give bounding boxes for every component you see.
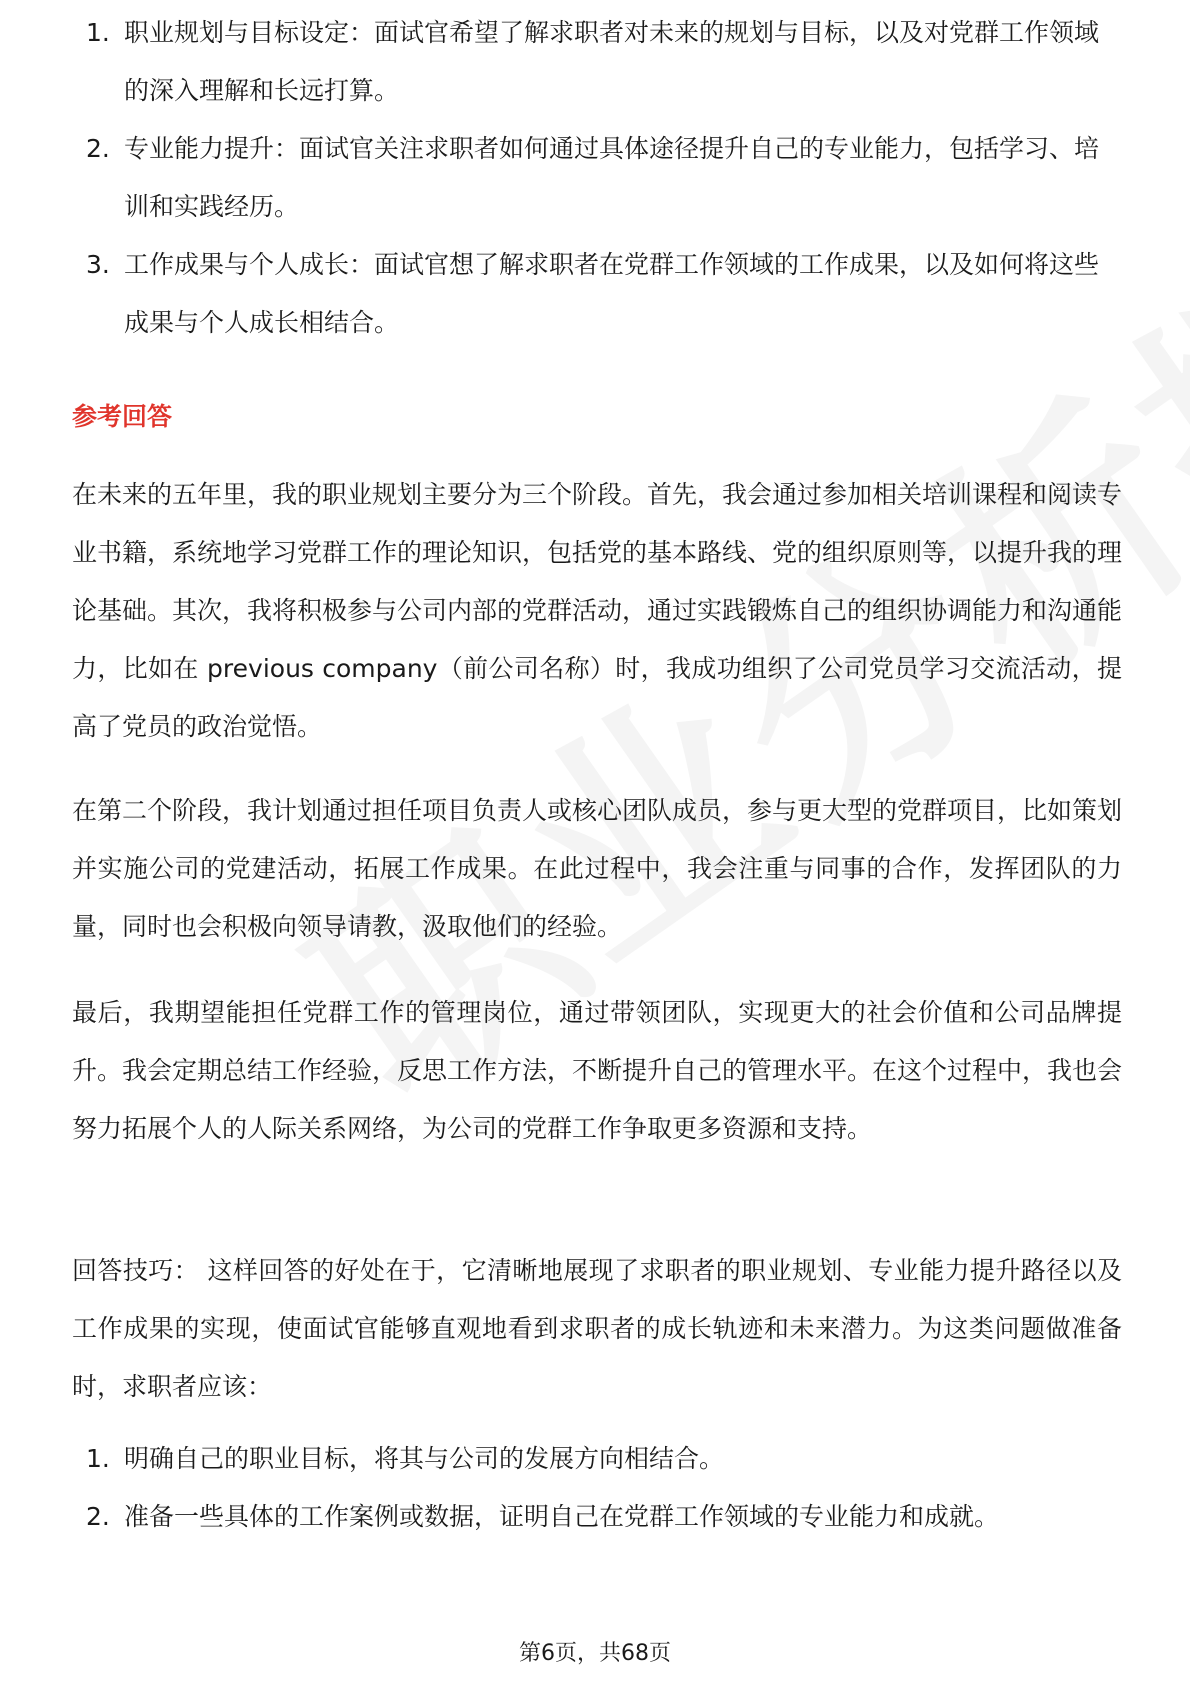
answer-paragraph: 在第二个阶段，我计划通过担任项目负责人或核心团队成员，参与更大型的党群项目，比如策划并实施公司的党建活动，拓展工作成果。在此过程中，我会注重与同事的合作，发挥团队的力量，同时也会积极向领导请教，汲取他们的经验。 (72, 796, 1123, 941)
page-number-footer: 第6页，共68页 (519, 1641, 671, 1666)
list-item-number: 2. (86, 134, 110, 163)
top-numbered-list (72, 18, 1122, 352)
section-heading: 参考回答 (72, 402, 173, 431)
list-item-number: 1. (86, 18, 110, 47)
list-item (72, 1430, 1122, 1488)
list-item-text: 专业能力提升：面试官关注求职者如何通过具体途径提升自己的专业能力，包括学习、培训和实践经历。 (124, 134, 1100, 221)
tips-paragraph: 回答技巧： 这样回答的好处在于，它清晰地展现了求职者的职业规划、专业能力提升路径以及工作成果的实现，使面试官能够直观地看到求职者的成长轨迹和未来潜力。为这类问题做准备时，求职者应该： (72, 1256, 1122, 1401)
list-item-text: 明确自己的职业目标，将其与公司的发展方向相结合。 (124, 1444, 725, 1473)
list-item (72, 120, 1122, 236)
list-item-text: 工作成果与个人成长：面试官想了解求职者在党群工作领域的工作成果，以及如何将这些成果与个人成长相结合。 (124, 250, 1100, 337)
list-item-number: 2. (86, 1502, 110, 1531)
list-item-number: 3. (86, 250, 110, 279)
list-item-number: 1. (86, 1444, 110, 1473)
answer-paragraph: 在未来的五年里，我的职业规划主要分为三个阶段。首先，我会通过参加相关培训课程和阅读专业书籍，系统地学习党群工作的理论知识，包括党的基本路线、党的组织原则等，以提升我的理论基础。其次，我将积极参与公司内部的党群活动，通过实践锻炼自己的组织协调能力和沟通能力，比如在 previous company（前公司名称）时，我成功组织了公司党员学习交流活动，提高了党员的政治觉悟。 (72, 480, 1123, 741)
list-item (72, 1488, 1122, 1546)
list-item (72, 236, 1122, 352)
list-item (72, 4, 1122, 120)
answer-paragraph: 最后，我期望能担任党群工作的管理岗位，通过带领团队，实现更大的社会价值和公司品牌提升。我会定期总结工作经验，反思工作方法，不断提升自己的管理水平。在这个过程中，我也会努力拓展个人的人际关系网络，为公司的党群工作争取更多资源和支持。 (72, 998, 1123, 1143)
list-item-text: 准备一些具体的工作案例或数据，证明自己在党群工作领域的专业能力和成就。 (124, 1502, 1000, 1531)
bottom-numbered-list (72, 1430, 1122, 1546)
list-item-text: 职业规划与目标设定：面试官希望了解求职者对未来的规划与目标，以及对党群工作领域的深入理解和长远打算。 (124, 18, 1100, 105)
